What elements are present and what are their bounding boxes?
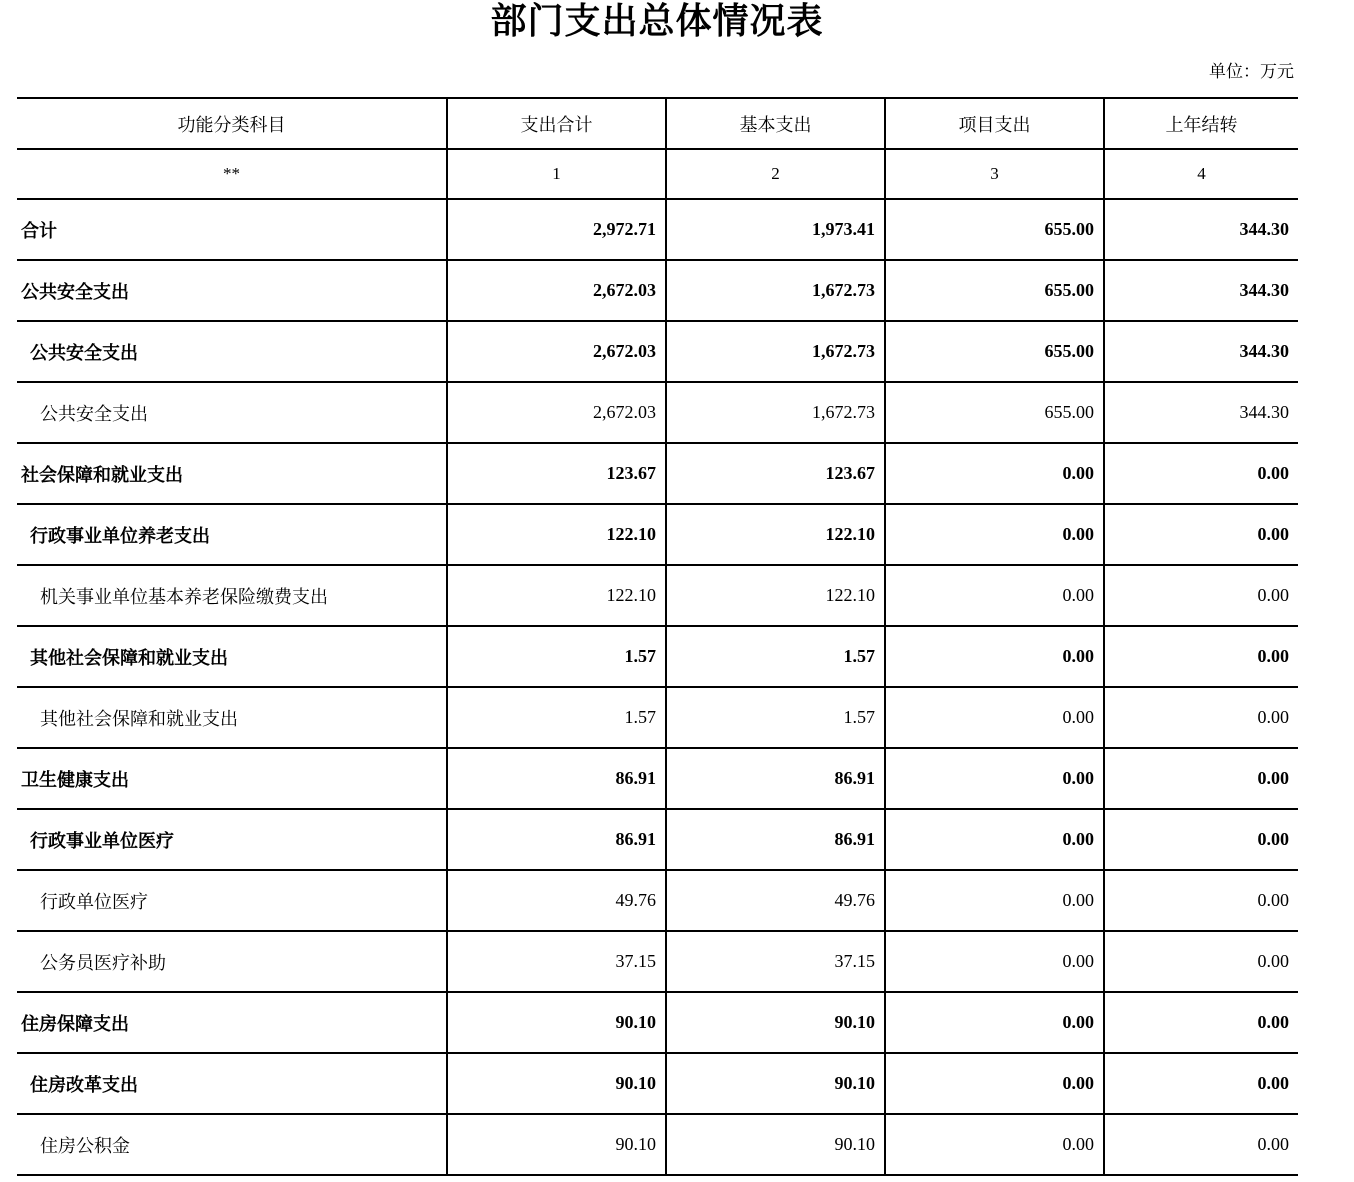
- total-cell: 86.91: [447, 809, 666, 870]
- carryover-cell: 344.30: [1104, 260, 1298, 321]
- page-title: 部门支出总体情况表: [490, 1, 824, 42]
- category-cell: 合计: [17, 199, 447, 260]
- total-cell: 122.10: [447, 565, 666, 626]
- total-cell: 122.10: [447, 504, 666, 565]
- project-cell: 0.00: [885, 1114, 1104, 1175]
- table-row: [17, 748, 1298, 809]
- table-row: [17, 321, 1298, 382]
- carryover-cell: 0.00: [1104, 504, 1298, 565]
- project-cell: 655.00: [885, 321, 1104, 382]
- category-cell: 行政事业单位医疗: [17, 809, 447, 870]
- project-cell: 0.00: [885, 504, 1104, 565]
- table-row: [17, 443, 1298, 504]
- basic-cell: 1.57: [666, 687, 885, 748]
- table-row: [17, 565, 1298, 626]
- table-row: [17, 1053, 1298, 1114]
- category-cell: 公共安全支出: [17, 260, 447, 321]
- index-cell: 1: [447, 149, 666, 199]
- project-cell: 0.00: [885, 1053, 1104, 1114]
- basic-cell: 1.57: [666, 626, 885, 687]
- category-cell: 卫生健康支出: [17, 748, 447, 809]
- category-cell: 行政单位医疗: [17, 870, 447, 931]
- carryover-cell: 0.00: [1104, 809, 1298, 870]
- project-cell: 0.00: [885, 687, 1104, 748]
- table-row: [17, 199, 1298, 260]
- header-row: [17, 98, 1298, 149]
- basic-cell: 1,672.73: [666, 260, 885, 321]
- total-cell: 2,672.03: [447, 321, 666, 382]
- total-cell: 2,672.03: [447, 382, 666, 443]
- table-row: [17, 1114, 1298, 1175]
- carryover-cell: 344.30: [1104, 321, 1298, 382]
- total-cell: 2,972.71: [447, 199, 666, 260]
- carryover-cell: 344.30: [1104, 382, 1298, 443]
- table-row: [17, 626, 1298, 687]
- index-cell: 2: [666, 149, 885, 199]
- category-cell: 社会保障和就业支出: [17, 443, 447, 504]
- total-cell: 123.67: [447, 443, 666, 504]
- total-cell: 90.10: [447, 1114, 666, 1175]
- carryover-cell: 0.00: [1104, 443, 1298, 504]
- basic-cell: 90.10: [666, 1114, 885, 1175]
- index-row: [17, 149, 1298, 199]
- table-row: [17, 931, 1298, 992]
- category-cell: 住房保障支出: [17, 992, 447, 1053]
- basic-cell: 122.10: [666, 565, 885, 626]
- project-cell: 0.00: [885, 931, 1104, 992]
- project-cell: 0.00: [885, 626, 1104, 687]
- total-cell: 86.91: [447, 748, 666, 809]
- category-cell: 住房公积金: [17, 1114, 447, 1175]
- project-cell: 655.00: [885, 382, 1104, 443]
- column-header-total: 支出合计: [447, 98, 666, 149]
- total-cell: 37.15: [447, 931, 666, 992]
- total-cell: 90.10: [447, 1053, 666, 1114]
- category-cell: 机关事业单位基本养老保险缴费支出: [17, 565, 447, 626]
- basic-cell: 1,672.73: [666, 321, 885, 382]
- basic-cell: 123.67: [666, 443, 885, 504]
- carryover-cell: 0.00: [1104, 565, 1298, 626]
- table-row: [17, 504, 1298, 565]
- basic-cell: 49.76: [666, 870, 885, 931]
- column-header-category: 功能分类科目: [17, 98, 447, 149]
- project-cell: 0.00: [885, 809, 1104, 870]
- carryover-cell: 0.00: [1104, 1053, 1298, 1114]
- basic-cell: 1,973.41: [666, 199, 885, 260]
- carryover-cell: 0.00: [1104, 992, 1298, 1053]
- table-row: [17, 870, 1298, 931]
- carryover-cell: 0.00: [1104, 931, 1298, 992]
- unit-label: 单位：万元: [1209, 62, 1294, 82]
- category-cell: 公共安全支出: [17, 321, 447, 382]
- carryover-cell: 0.00: [1104, 687, 1298, 748]
- carryover-cell: 0.00: [1104, 748, 1298, 809]
- total-cell: 49.76: [447, 870, 666, 931]
- column-header-project: 项目支出: [885, 98, 1104, 149]
- table-row: [17, 260, 1298, 321]
- total-cell: 1.57: [447, 687, 666, 748]
- column-header-carryover: 上年结转: [1104, 98, 1298, 149]
- project-cell: 0.00: [885, 992, 1104, 1053]
- category-cell: 住房改革支出: [17, 1053, 447, 1114]
- carryover-cell: 0.00: [1104, 626, 1298, 687]
- carryover-cell: 0.00: [1104, 870, 1298, 931]
- project-cell: 0.00: [885, 443, 1104, 504]
- project-cell: 0.00: [885, 870, 1104, 931]
- basic-cell: 37.15: [666, 931, 885, 992]
- category-cell: 行政事业单位养老支出: [17, 504, 447, 565]
- project-cell: 655.00: [885, 260, 1104, 321]
- table-row: [17, 992, 1298, 1053]
- table-row: [17, 687, 1298, 748]
- basic-cell: 90.10: [666, 1053, 885, 1114]
- table-row: [17, 809, 1298, 870]
- basic-cell: 122.10: [666, 504, 885, 565]
- total-cell: 1.57: [447, 626, 666, 687]
- carryover-cell: 344.30: [1104, 199, 1298, 260]
- category-cell: 公共安全支出: [17, 382, 447, 443]
- column-header-basic: 基本支出: [666, 98, 885, 149]
- total-cell: 2,672.03: [447, 260, 666, 321]
- category-cell: 其他社会保障和就业支出: [17, 687, 447, 748]
- category-cell: 公务员医疗补助: [17, 931, 447, 992]
- expenditure-table: [17, 97, 1298, 1176]
- index-cell: 3: [885, 149, 1104, 199]
- index-cell: 4: [1104, 149, 1298, 199]
- project-cell: 655.00: [885, 199, 1104, 260]
- table-row: [17, 382, 1298, 443]
- basic-cell: 86.91: [666, 809, 885, 870]
- basic-cell: 90.10: [666, 992, 885, 1053]
- total-cell: 90.10: [447, 992, 666, 1053]
- project-cell: 0.00: [885, 748, 1104, 809]
- category-cell: 其他社会保障和就业支出: [17, 626, 447, 687]
- basic-cell: 86.91: [666, 748, 885, 809]
- carryover-cell: 0.00: [1104, 1114, 1298, 1175]
- basic-cell: 1,672.73: [666, 382, 885, 443]
- index-cell: **: [17, 149, 447, 199]
- project-cell: 0.00: [885, 565, 1104, 626]
